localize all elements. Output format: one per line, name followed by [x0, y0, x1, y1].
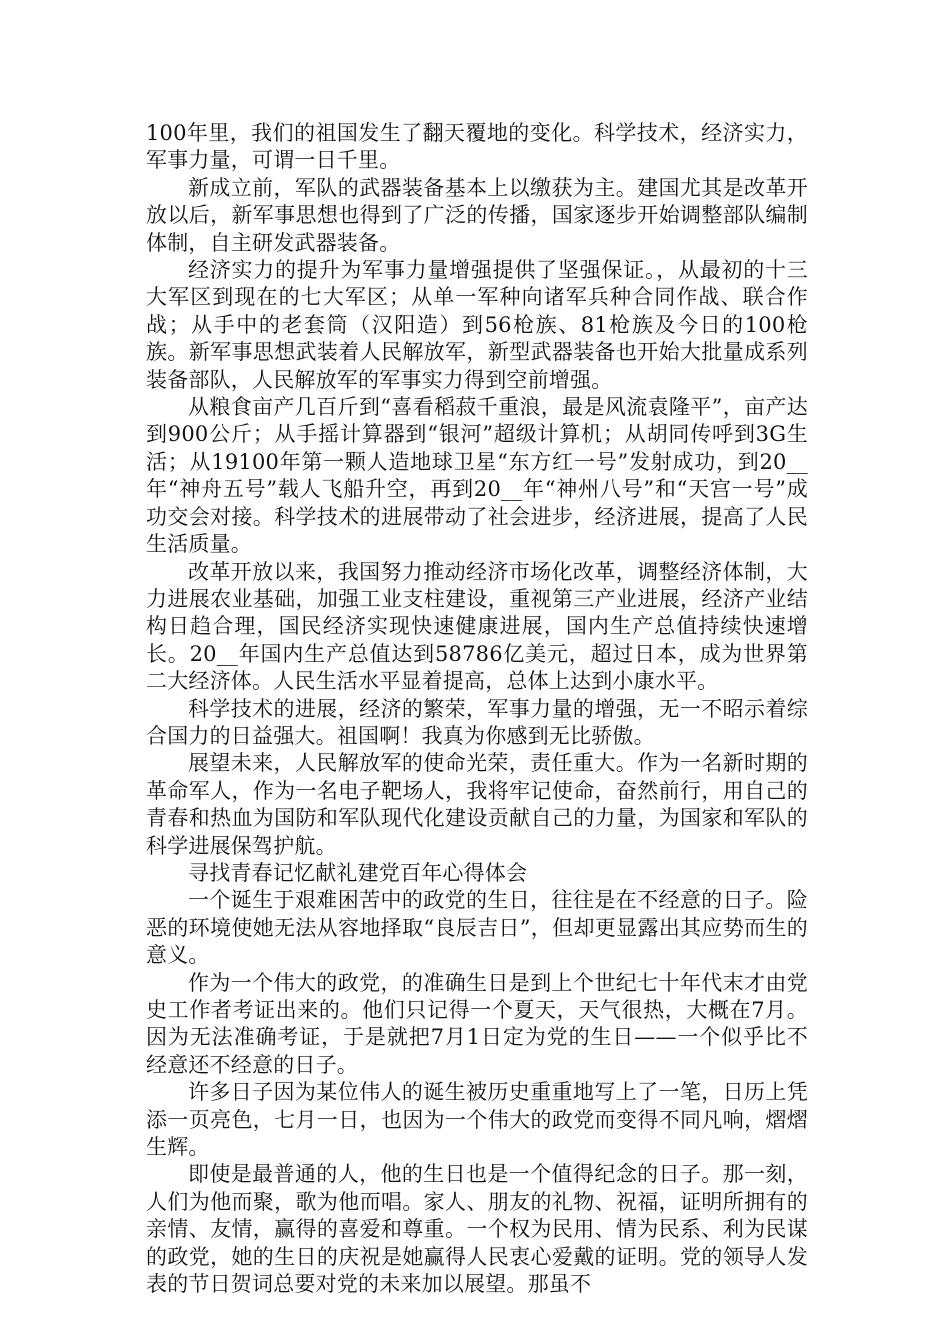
paragraph: 100年里，我们的祖国发生了翻天覆地的变化。科学技术，经济实力，军事力量，可谓一日千里。: [146, 121, 808, 173]
paragraph: 从粮食亩产几百斤到“喜看稻菽千重浪，最是风流袁隆平”，亩产达到900公斤；从手摇计算器到“银河”超级计算机；从胡同传呼到3G生活；从19100年第一颗人造地球卫星“东方红一号”发射成功，到20__年“神舟五号”载人飞船升空，再到20__年“神州八号”和“天宫一号”成功交会对接。科学技术的进展带动了社会进步，经济进展，提高了人民生活质量。: [146, 395, 808, 557]
paragraph: 一个诞生于艰难困苦中的政党的生日，往往是在不经意的日子。险恶的环境使她无法从容地择取“良辰吉日”，但却更显露出其应势而生的意义。: [146, 888, 808, 968]
paragraph: 即使是最普通的人，他的生日也是一个值得纪念的日子。那一刻，人们为他而聚，歌为他而唱。家人、朋友的礼物、祝福，证明所拥有的亲情、友情，赢得的喜爱和尊重。一个权为民用、情为民系、利为民谋的政党，她的生日的庆祝是她赢得人民衷心爱戴的证明。党的领导人发表的节日贺词总要对党的未来加以展望。那虽不: [146, 1162, 808, 1297]
paragraph: 新成立前，军队的武器装备基本上以缴获为主。建国尤其是改革开放以后，新军事思想也得到了广泛的传播，国家逐步开始调整部队编制体制，自主研发武器装备。: [146, 175, 808, 255]
paragraph: 许多日子因为某位伟人的诞生被历史重重地写上了一笔，日历上凭添一页亮色，七月一日，也因为一个伟大的政党而变得不同凡响，熠熠生辉。: [146, 1080, 808, 1160]
paragraph: 作为一个伟大的政党，的准确生日是到上个世纪七十年代末才由党史工作者考证出来的。他们只记得一个夏天，天气很热，大概在7月。因为无法准确考证，于是就把7月1日定为党的生日——一个似乎比不经意还不经意的日子。: [146, 970, 808, 1077]
document-body: [146, 120, 808, 1298]
paragraph: 科学技术的进展，经济的繁荣，军事力量的增强，无一不昭示着综合国力的日益强大。祖国啊！我真为你感到无比骄傲。: [146, 696, 808, 748]
paragraph: 改革开放以来，我国努力推动经济市场化改革，调整经济体制，大力进展农业基础，加强工业支柱建设，重视第三产业进展，经济产业结构日趋合理，国民经济实现快速健康进展，国内生产总值持续快速增长。20__年国内生产总值达到58786亿美元，超过日本，成为世界第二大经济体。人民生活水平显着提高，总体上达到小康水平。: [146, 559, 808, 694]
section-title: 寻找青春记忆献礼建党百年心得体会: [188, 860, 528, 885]
paragraph: 经济实力的提升为军事力量增强提供了坚强保证。，从最初的十三大军区到现在的七大军区；从单一军种向诸军兵种合同作战、联合作战；从手中的老套筒（汉阳造）到56枪族、81枪族及今日的100枪族。新军事思想武装着人民解放军，新型武器装备也开始大批量成系列装备部队，人民解放军的军事实力得到空前增强。: [146, 258, 808, 392]
paragraph: 展望未来，人民解放军的使命光荣，责任重大。作为一名新时期的革命军人，作为一名电子靶场人，我将牢记使命，奋然前行，用自己的青春和热血为国防和军队现代化建设贡献自己的力量，为国家和军队的科学进展保驾护航。: [146, 751, 808, 858]
